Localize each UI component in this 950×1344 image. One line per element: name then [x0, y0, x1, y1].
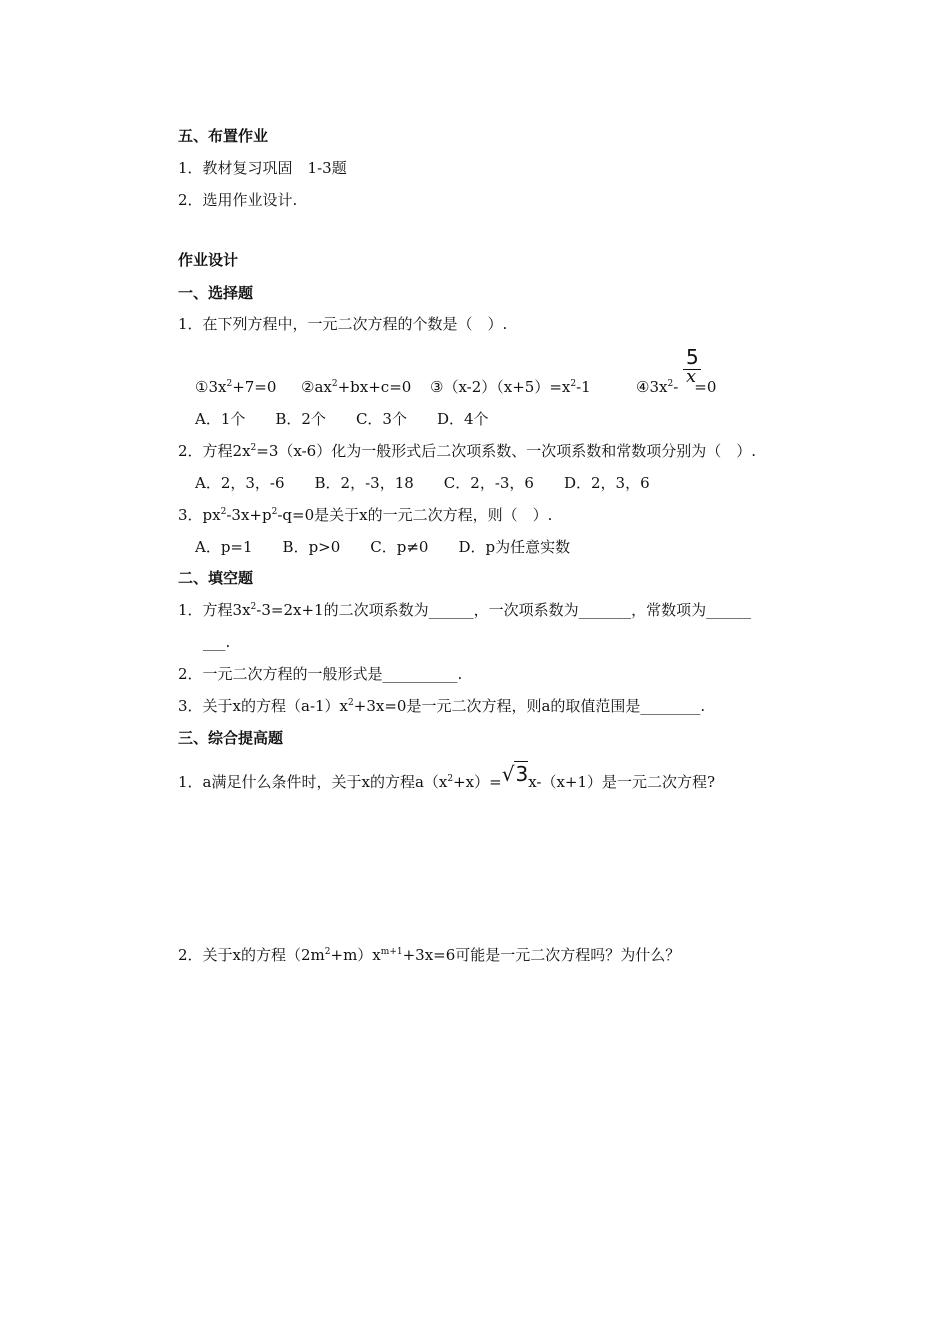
sqrt-symbol: √3 [501, 762, 529, 786]
choice-q2-answers: A．2，3，-6 B．2，-3，18 C．2，-3，6 D．2，3，6 [195, 474, 650, 492]
section-title-advanced: 三、综合提高题 [178, 729, 284, 747]
fill-q1: 1．方程$3x^2-3=2x+1$的二次项系数为______，一次项系数为_______，常数项为______ [178, 601, 752, 619]
section-title-fill: 二、填空题 [178, 569, 254, 587]
section-title-choice: 一、选择题 [178, 284, 254, 302]
fill-q2: 2．一元二次方程的一般形式是__________. [178, 665, 463, 683]
choice-q3-stem: 3．$px^2-3x+p^2-q=0$是关于x的一元二次方程，则（ ）. [178, 506, 553, 524]
assign-item-2: 2．选用作业设计. [178, 191, 298, 209]
choice-q1-option-4: $④3x^2- =0$ [636, 378, 717, 396]
advanced-q2: 2．关于x的方程$(2m^2+m)x^{m+1}+3x=6$可能是一元二次方程吗？为什么？ [178, 946, 681, 964]
fraction-numerator: 5 [686, 345, 699, 369]
choice-q1-stem: 1．在下列方程中，一元二次方程的个数是（ ）. [178, 315, 508, 333]
choice-q1-answers: A．1个 B．2个 C．3个 D．4个 [195, 410, 489, 428]
choice-q1-option-3: $③(x-2)(x+5)=x^2-1$ [430, 378, 591, 396]
fraction-denominator: x [686, 366, 697, 387]
fill-q3: 3．关于x的方程$(a-1)x^2+3x=0$是一元二次方程，则a的取值范围是________. [178, 697, 706, 715]
choice-q2-stem: 2．方程$2x^2=3(x-6)$化为一般形式后二次项系数、一次项系数和常数项分别为（ ）. [178, 442, 756, 460]
choice-q1-option-1: $①3x^2+7=0$ [195, 378, 277, 396]
homework-title: 作业设计 [178, 251, 239, 269]
choice-q3-answers: A．p=1 B．p>0 C．p≠0 D．p为任意实数 [195, 538, 571, 556]
choice-q1-option-2: $②ax^2+bx+c=0$ [301, 378, 412, 396]
advanced-q1: 1．a满足什么条件时，关于x的方程$a(x^2+x)=√3x-(x+1)$是一元二次方程? [178, 762, 716, 791]
section-title-assign: 五、布置作业 [178, 127, 269, 145]
assign-item-1: 1．教材复习巩固 1-3题 [178, 159, 347, 177]
fill-q1-continued: ___. [203, 633, 231, 651]
